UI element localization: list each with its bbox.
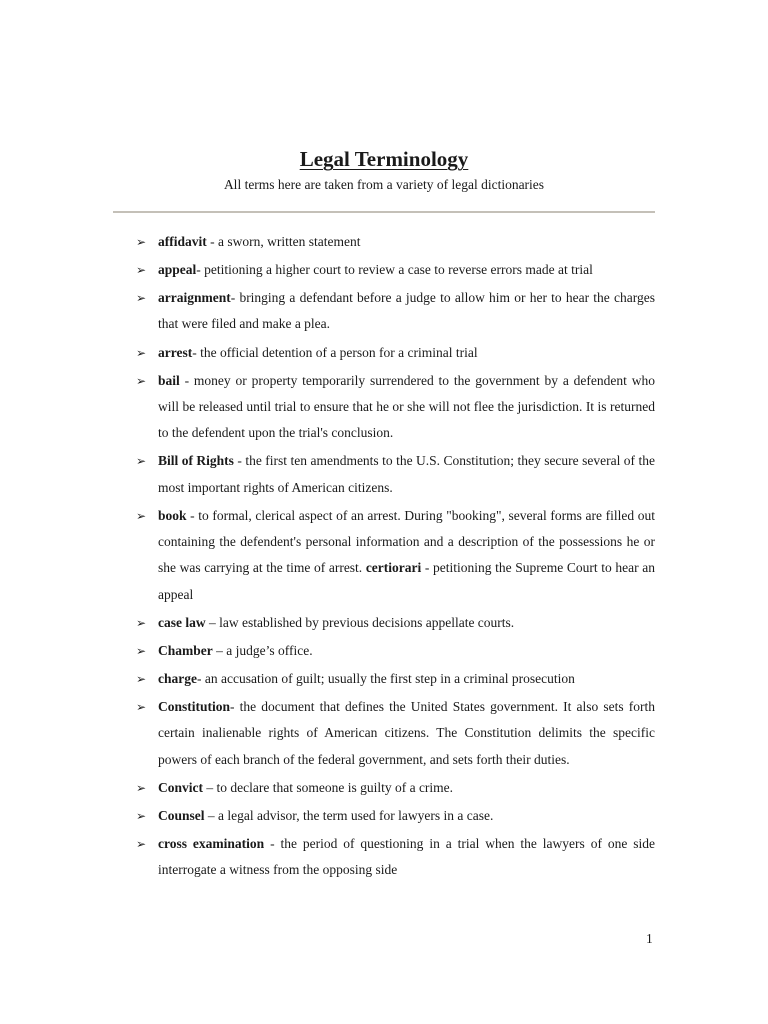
term-definition: – a legal advisor, the term used for lawyers in a case. [204,807,494,823]
term-entry-convict [0,775,655,801]
term-definition: - to formal, clerical aspect of an arrest. During "booking", several forms are filled out containing the defendent's personal information and a description of the possessions he or she was carrying at the time of arrest. [158,507,655,576]
arrow-bullet-icon: ➢ [136,700,147,715]
term-definition: - an accusation of guilt; usually the first step in a criminal prosecution [196,670,575,686]
term-definition: - a sworn, written statement [206,234,361,249]
term-entry-bail [0,368,655,447]
term-definition: - the first ten amendments to the U.S. Constitution; they secure several of the most important rights of American citizens. [158,453,656,495]
term-entry-counsel [0,803,655,829]
arrow-bullet-icon: ➢ [136,508,147,523]
term-definition: - the document that defines the United States government. It also sets forth certain inalienable rights of American citizens. The Constitution delimits the specific powers of each branch of the federal government, and sets forth their duties. [158,699,655,767]
term-name: Counsel [158,807,205,823]
term-definition: – to declare that someone is guilty of a crime. [203,779,454,795]
arrow-bullet-icon: ➢ [136,345,147,360]
term-name: appeal [158,262,197,278]
term-definition: - the period of questioning in a trial when the lawyers of one side interrogate a witness from the opposing side [158,835,655,878]
term-name: affidavit [158,234,207,249]
term-definition: – a judge’s office. [212,642,313,658]
term-entry-cross-examination [0,831,655,884]
term-entry-bill-of-rights [0,448,655,501]
term-entry-book [0,503,655,608]
arrow-bullet-icon: ➢ [136,808,147,823]
arrow-bullet-icon: ➢ [136,615,147,630]
arrow-bullet-icon: ➢ [136,454,147,469]
arrow-bullet-icon: ➢ [136,780,147,795]
page-number: 1 [646,931,653,946]
horizontal-rule [113,211,655,213]
term-entry-chamber [0,638,655,664]
term-definition: – law established by previous decisions appellate courts. [205,614,515,630]
term-definition: - petitioning a higher court to review a case to reverse errors made at trial [196,262,593,278]
arrow-bullet-icon: ➢ [136,836,147,851]
term-name: charge [158,670,197,686]
term-definition-certiorari: - petitioning the Supreme Court to hear an appeal [158,560,655,602]
arrow-bullet-icon: ➢ [136,671,147,686]
document-subtitle: All terms here are taken from a variety of legal dictionaries [223,177,545,192]
term-entry-charge [0,666,655,692]
term-name: case law [158,614,206,630]
term-entry-constitution [0,694,655,773]
term-definition: - the official detention of a person for a criminal trial [192,344,478,360]
term-definition: - money or property temporarily surrendered to the government by a defendent who will be released until trial to ensure that he or she will not flee the jurisdiction. It is returned to the defendent upon the trial's conclusion. [158,372,655,441]
term-name: Convict [158,779,203,795]
term-entry-case-law [0,610,655,636]
term-name: Chamber [158,642,213,658]
term-entry-affidavit [0,229,655,255]
document-title: Legal Terminology [299,147,469,172]
arrow-bullet-icon: ➢ [136,373,147,388]
term-definition: - bringing a defendant before a judge to allow him or her to hear the charges that were filed and make a plea. [158,290,655,332]
arrow-bullet-icon: ➢ [136,235,147,249]
term-list [0,229,768,885]
term-name: arrest [158,344,193,360]
arrow-bullet-icon: ➢ [136,291,147,306]
term-name: Constitution [158,699,231,715]
term-entry-arraignment [0,285,655,338]
arrow-bullet-icon: ➢ [136,643,147,658]
term-name: book [158,507,187,523]
term-entry-appeal [0,257,655,283]
term-name: Bill of Rights [158,453,234,469]
term-name: cross examination [158,835,265,851]
arrow-bullet-icon: ➢ [136,263,147,278]
term-name: arraignment [158,290,231,306]
term-name: bail [158,372,180,388]
term-entry-arrest [0,340,655,366]
term-name-certiorari: certiorari [365,560,422,576]
